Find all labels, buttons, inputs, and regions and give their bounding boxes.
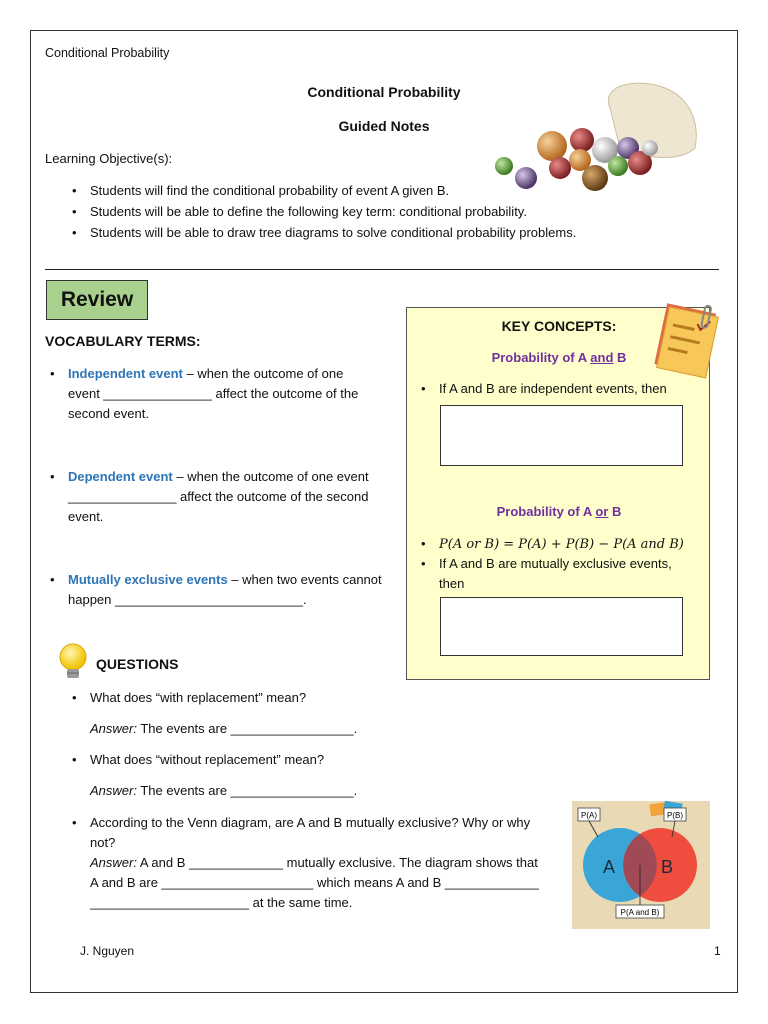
- question-text: What does “with replacement” mean?: [90, 690, 307, 705]
- venn-circle-a-label: A: [602, 857, 616, 877]
- or-rule-bullet: [421, 554, 706, 594]
- vocab-term-line: second event.: [68, 406, 149, 421]
- or-title-text: Probability of A: [496, 504, 596, 519]
- venn-label-pa: P(A): [581, 811, 597, 820]
- and-title-text: Probability of A: [491, 350, 591, 365]
- document-title: Conditional Probability: [307, 84, 461, 100]
- bullet-glyph: •: [50, 469, 55, 484]
- or-rule-text: If A and B are mutually exclusive events,: [439, 556, 672, 571]
- marbles-image: [490, 78, 705, 196]
- question-text: According to the Venn diagram, are A and B mutually exclusive? Why or why: [90, 815, 531, 830]
- bullet-glyph: •: [421, 381, 426, 396]
- section-divider: [45, 269, 719, 270]
- answer-text-3: ______________________ at the same time.: [90, 895, 353, 910]
- and-rule-bullet: [421, 379, 706, 399]
- bullet-glyph: •: [50, 572, 55, 587]
- or-rule-text-2: then: [439, 576, 465, 591]
- answer-1: [90, 719, 357, 739]
- venn-label-pab: P(A and B): [620, 908, 660, 917]
- vocab-term-line: _______________ affect the outcome of the second: [68, 489, 369, 504]
- question-3: [68, 813, 568, 913]
- objectives-label: Learning Objective(s):: [45, 151, 173, 166]
- or-rule-title: [407, 504, 711, 519]
- vocab-item-dependent: [50, 467, 405, 527]
- venn-label-pb: P(B): [667, 811, 683, 820]
- vocab-term-line: – when the outcome of one event: [172, 469, 369, 484]
- question-text: What does “without replacement” mean?: [90, 752, 325, 767]
- answer-label: Answer:: [90, 783, 137, 798]
- bullet-glyph: •: [72, 752, 77, 767]
- review-label: Review: [46, 280, 148, 320]
- answer-2: [90, 781, 357, 801]
- vocab-term-name: Independent event: [68, 366, 183, 381]
- questions-heading: QUESTIONS: [96, 656, 179, 672]
- vocab-term-line: event.: [68, 509, 104, 524]
- bullet-glyph: •: [72, 690, 77, 705]
- objectives-list: [68, 180, 708, 243]
- and-title-text-end: B: [613, 350, 627, 365]
- sticky-note-icon: [650, 300, 722, 382]
- venn-diagram: [572, 801, 710, 929]
- question-text-2: not?: [90, 835, 116, 850]
- vocab-term-line: happen __________________________.: [68, 592, 307, 607]
- vocab-heading: VOCABULARY TERMS:: [45, 333, 201, 349]
- footer-page-number: 1: [714, 944, 721, 958]
- vocab-item-mutually-exclusive: [50, 570, 405, 610]
- or-formula: P(A or B) = P(A) + P(B) − P(A and B): [439, 537, 684, 552]
- answer-text-2: A and B are _____________________ which means A and B _____________: [90, 875, 539, 890]
- or-title-text-end: B: [608, 504, 622, 519]
- document-subtitle: Guided Notes: [338, 118, 430, 134]
- vocab-term-name: Mutually exclusive events: [68, 572, 228, 587]
- or-rule-answer-box[interactable]: [440, 597, 683, 656]
- vocab-term-line: – when the outcome of one: [182, 366, 344, 381]
- venn-circle-b-label: B: [660, 857, 674, 877]
- answer-text: A and B _____________ mutually exclusive. The diagram shows that: [136, 855, 538, 870]
- key-concepts-heading: KEY CONCEPTS:: [501, 318, 617, 334]
- objective-item: • Students will be able to draw tree diagrams to solve conditional probability problems.: [68, 222, 708, 243]
- bullet-glyph: •: [50, 366, 55, 381]
- vocab-term-name: Dependent event: [68, 469, 173, 484]
- answer-label: Answer:: [90, 855, 137, 870]
- running-header: Conditional Probability: [45, 46, 170, 60]
- answer-text: The events are _________________.: [136, 783, 358, 798]
- and-title-underlined: and: [590, 350, 614, 365]
- or-formula-bullet: [421, 534, 706, 555]
- or-title-underlined: or: [595, 504, 609, 519]
- answer-text: The events are _________________.: [136, 721, 358, 736]
- vocab-item-independent: [50, 364, 395, 424]
- bullet-glyph: •: [421, 556, 426, 571]
- question-2: [68, 750, 324, 770]
- footer-author: J. Nguyen: [80, 944, 135, 958]
- and-rule-text: If A and B are independent events, then: [439, 381, 667, 396]
- objective-item: • Students will be able to define the following key term: conditional probability.: [68, 201, 708, 222]
- and-rule-answer-box[interactable]: [440, 405, 683, 466]
- vocab-term-line: – when two events cannot: [227, 572, 382, 587]
- bullet-glyph: •: [421, 536, 426, 551]
- answer-label: Answer:: [90, 721, 137, 736]
- objective-item: • Students will find the conditional probability of event A given B.: [68, 180, 708, 201]
- question-1: [68, 688, 306, 708]
- lightbulb-icon: [58, 642, 88, 682]
- vocab-term-line: event _______________ affect the outcome of the: [68, 386, 359, 401]
- bullet-glyph: •: [72, 815, 77, 830]
